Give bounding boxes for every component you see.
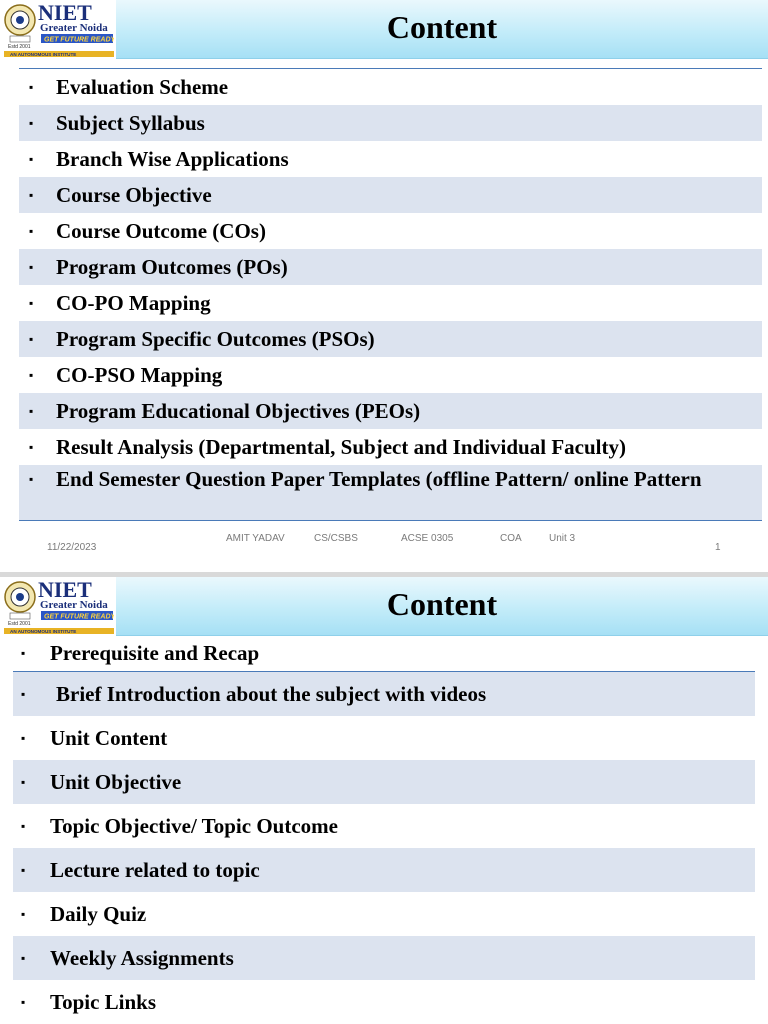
bullet-icon: ▪ — [29, 152, 34, 166]
list-item: ▪ CO-PSO Mapping — [19, 357, 762, 393]
bullet-icon: ▪ — [29, 260, 34, 274]
bullet-icon: ▪ — [21, 687, 26, 701]
bullet-icon: ▪ — [21, 995, 26, 1009]
content-list — [19, 68, 762, 521]
list-item: ▪ Weekly Assignments — [13, 936, 755, 980]
list-item: ▪ Evaluation Scheme — [19, 69, 762, 105]
title-band — [116, 577, 768, 636]
list-item: ▪ Subject Syllabus — [19, 105, 762, 141]
bullet-icon: ▪ — [29, 188, 34, 202]
svg-text:Greater Noida: Greater Noida — [40, 22, 108, 34]
svg-text:AN AUTONOMOUS INSTITUTE: AN AUTONOMOUS INSTITUTE — [10, 629, 77, 634]
niet-logo — [2, 0, 114, 58]
footer-unit: Unit 3 — [549, 533, 576, 544]
bullet-icon: ▪ — [29, 472, 34, 486]
bullet-icon: ▪ — [21, 907, 26, 921]
slide-title: Content — [386, 586, 498, 622]
niet-logo — [2, 577, 114, 635]
bullet-icon: ▪ — [29, 404, 34, 418]
list-item: ▪ Result Analysis (Departmental, Subject and Individual Faculty) — [19, 429, 762, 465]
bullet-icon: ▪ — [29, 440, 34, 454]
list-item: ▪ Program Specific Outcomes (PSOs) — [19, 321, 762, 357]
list-item: ▪ CO-PO Mapping — [19, 285, 762, 321]
bullet-icon: ▪ — [21, 863, 26, 877]
svg-text:Estd 2001: Estd 2001 — [8, 44, 31, 50]
list-item: ▪ Topic Links — [13, 980, 755, 1024]
list-item: ▪ Lecture related to topic — [13, 848, 755, 892]
bullet-icon: ▪ — [29, 368, 34, 382]
list-item: ▪ Course Objective — [19, 177, 762, 213]
list-item: ▪ Topic Objective/ Topic Outcome — [13, 804, 755, 848]
slide-header — [0, 0, 768, 58]
slide-2 — [0, 577, 768, 1024]
svg-text:AN AUTONOMOUS INSTITUTE: AN AUTONOMOUS INSTITUTE — [10, 52, 77, 57]
title-band — [116, 0, 768, 59]
list-item: ▪ Daily Quiz — [13, 892, 755, 936]
niet-logo-icon — [2, 577, 114, 635]
bullet-icon: ▪ — [21, 951, 26, 965]
svg-text:GET FUTURE READY: GET FUTURE READY — [44, 613, 114, 621]
bullet-icon: ▪ — [29, 116, 34, 130]
svg-text:Estd 2001: Estd 2001 — [8, 621, 31, 627]
list-item: ▪ Unit Objective — [13, 760, 755, 804]
footer-subject: COA — [500, 533, 522, 544]
list-item: ▪ Brief Introduction about the subject with videos — [13, 672, 755, 716]
list-item: ▪ Branch Wise Applications — [19, 141, 762, 177]
list-item: ▪ Course Outcome (COs) — [19, 213, 762, 249]
footer-author: AMIT YADAV — [226, 533, 285, 544]
svg-text:NIET: NIET — [38, 0, 92, 25]
footer-date: 11/22/2023 — [47, 542, 97, 553]
footer-code: ACSE 0305 — [401, 533, 454, 544]
bullet-icon: ▪ — [29, 80, 34, 94]
bullet-icon: ▪ — [29, 296, 34, 310]
list-item: ▪ Program Outcomes (POs) — [19, 249, 762, 285]
list-item: ▪ End Semester Question Paper Templates (offline Pattern/ online Pattern — [19, 465, 762, 521]
bullet-icon: ▪ — [21, 646, 26, 660]
bullet-icon: ▪ — [29, 224, 34, 238]
footer-dept: CS/CSBS — [314, 533, 358, 544]
svg-text:Greater Noida: Greater Noida — [40, 599, 108, 611]
bullet-icon: ▪ — [21, 775, 26, 789]
list-item: ▪ Unit Content — [13, 716, 755, 760]
list-item: ▪ Prerequisite and Recap — [13, 638, 755, 672]
svg-text:NIET: NIET — [38, 577, 92, 602]
bullet-icon: ▪ — [21, 731, 26, 745]
list-item: ▪ Program Educational Objectives (PEOs) — [19, 393, 762, 429]
bullet-icon: ▪ — [29, 332, 34, 346]
bullet-icon: ▪ — [21, 819, 26, 833]
content-list — [13, 672, 755, 1024]
niet-logo-icon — [2, 0, 114, 58]
footer-page-number: 1 — [715, 542, 721, 553]
slide-title: Content — [386, 9, 498, 45]
svg-text:GET FUTURE READY: GET FUTURE READY — [44, 36, 114, 44]
slide-footer — [0, 530, 768, 570]
slide-header — [0, 577, 768, 635]
